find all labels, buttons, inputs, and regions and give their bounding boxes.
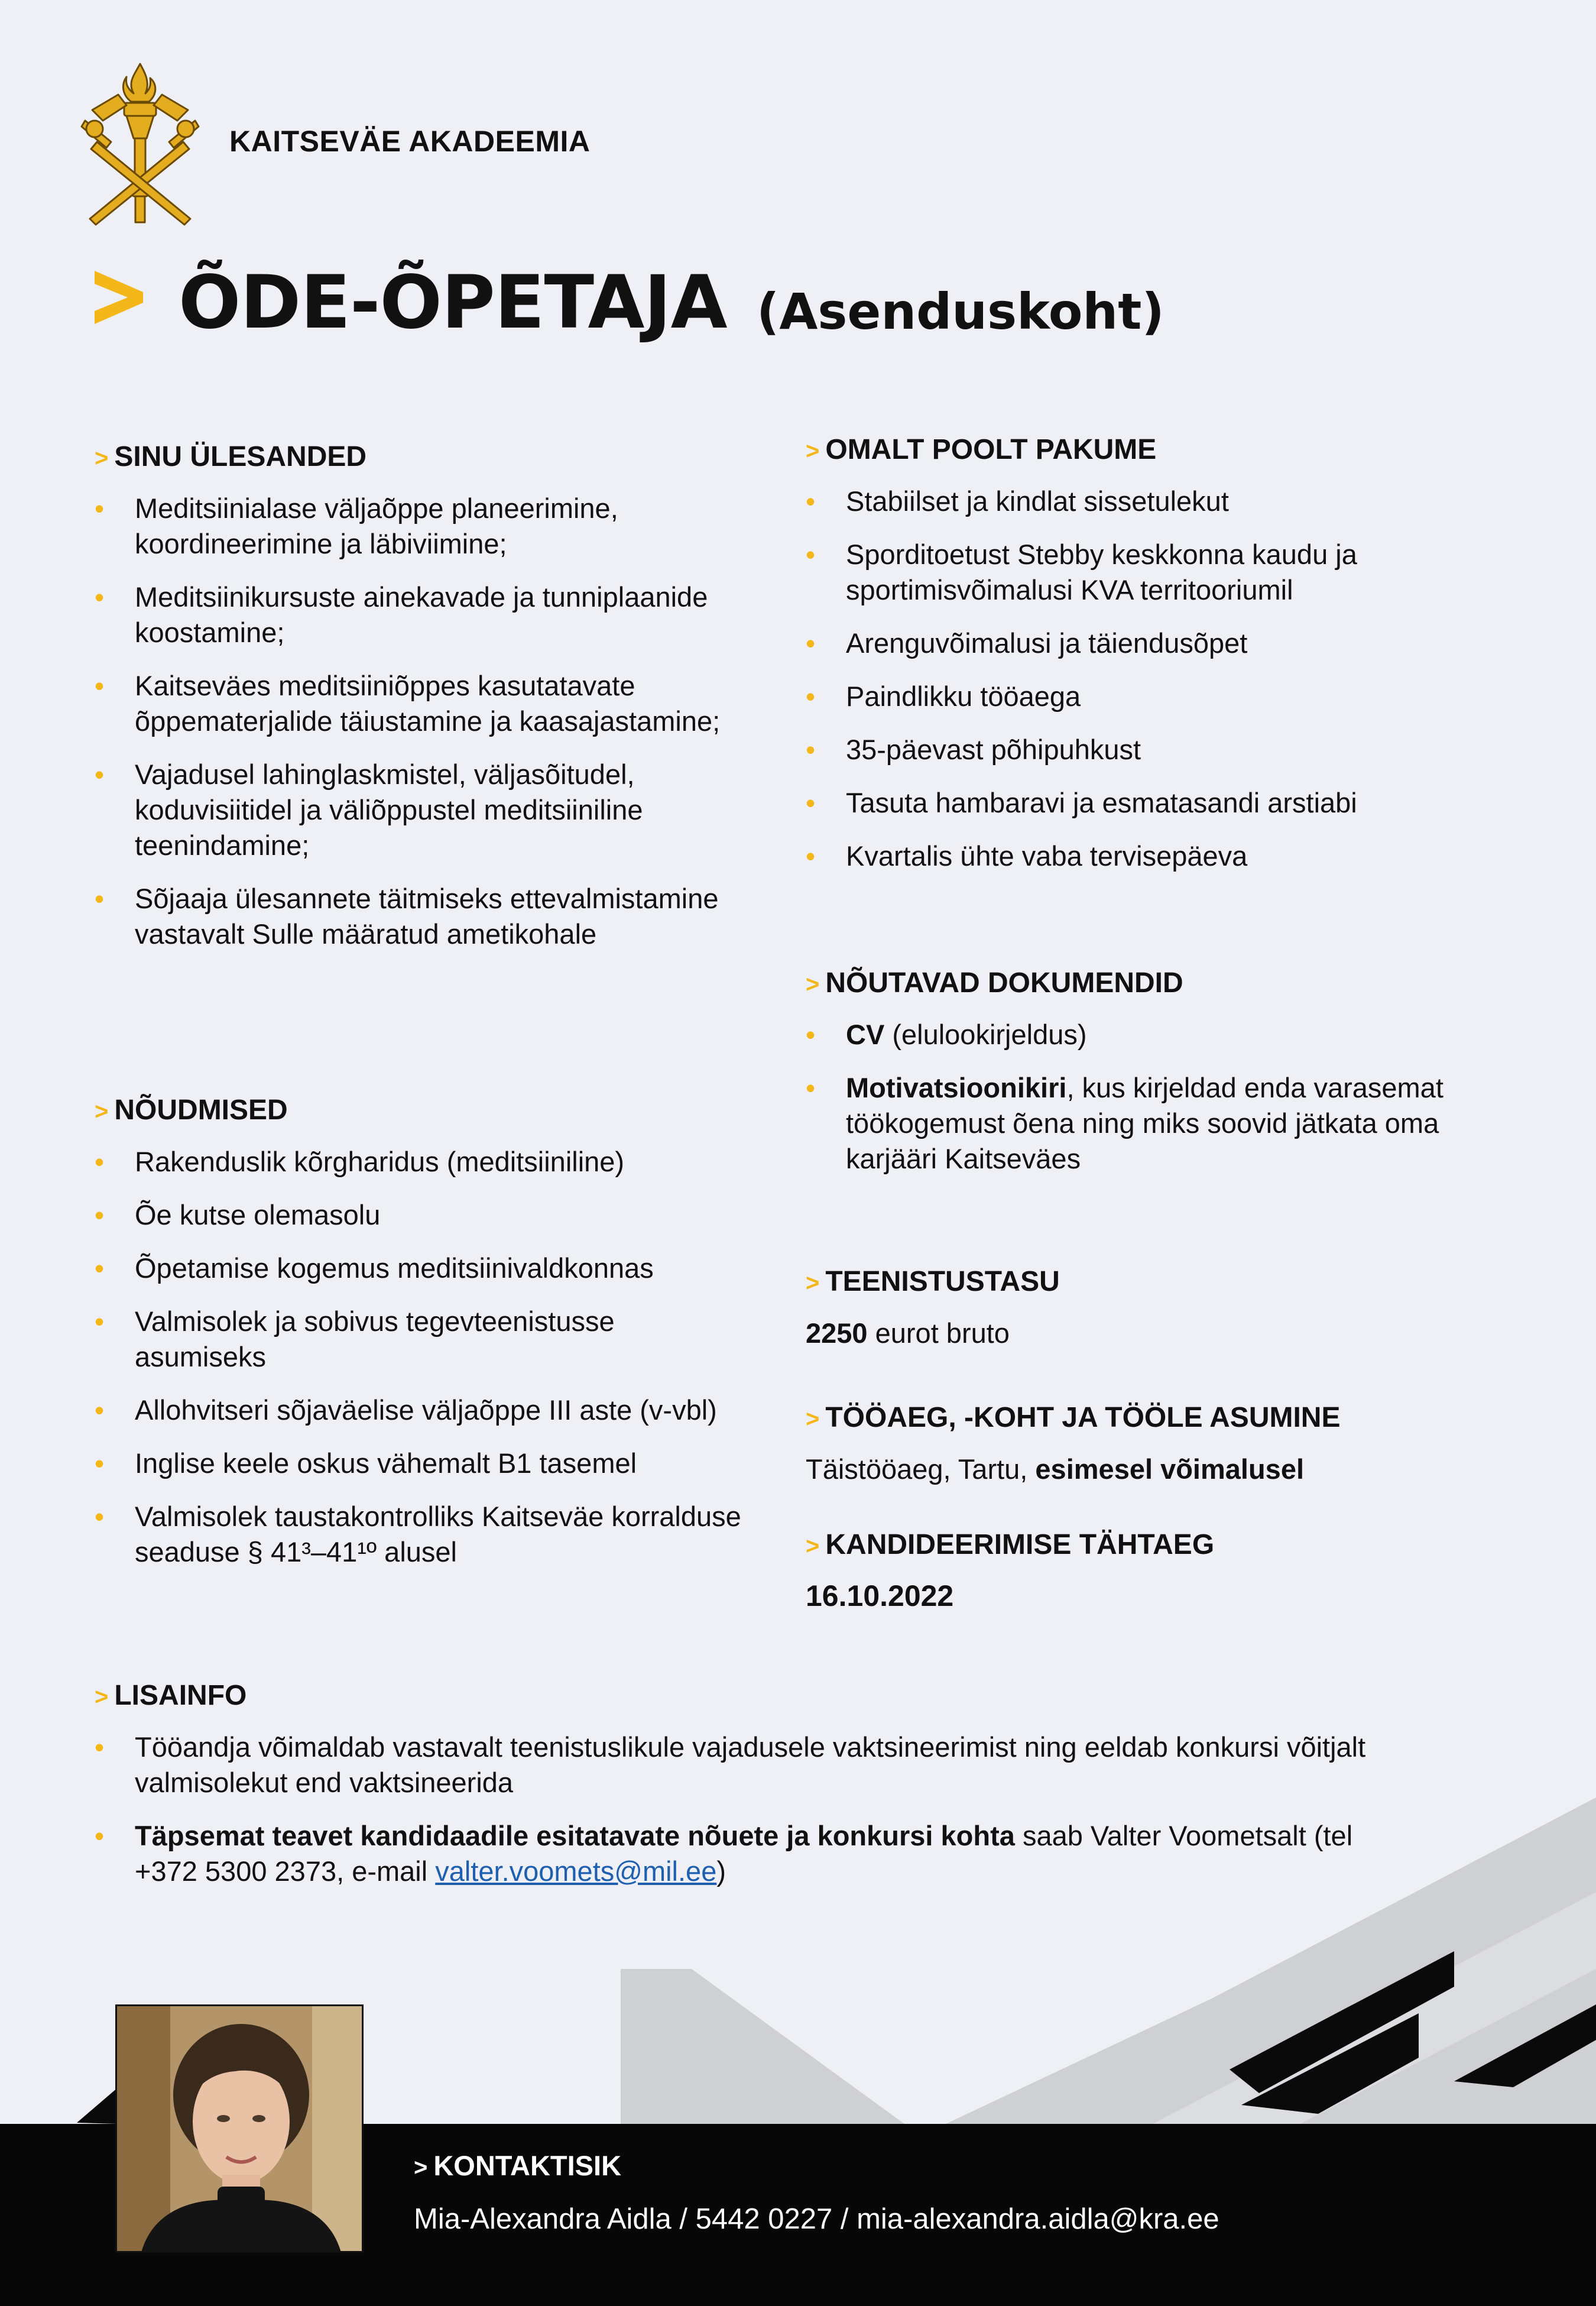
list-item: • Allohvitseri sõjaväelise väljaõppe III aste (v-vbl): [95, 1392, 745, 1428]
deadline-section: [806, 1528, 1480, 1613]
section-heading: > NÕUDMISED: [95, 1094, 288, 1126]
list-item: • Täpsemat teavet kandidaadile esitatavate nõuete ja konkursi kohta saab Valter Voometsalt (tel +372 5300 2373, e-mail valter.voomets@mil.ee): [95, 1818, 1419, 1889]
list-item: • Inglise keele oskus vähemalt B1 tasemel: [95, 1446, 745, 1481]
organization-name: KAITSEVÄE AKADEEMIA: [229, 125, 591, 158]
chevron-icon: >: [806, 438, 820, 464]
chevron-icon: >: [806, 1406, 820, 1432]
list-item: • Õe kutse olemasolu: [95, 1197, 745, 1233]
tasks-list: [95, 491, 745, 952]
list-item: • Sporditoetust Stebby keskkonna kaudu ja sportimisvõimalusi KVA territooriumil: [806, 537, 1480, 608]
list-item: • Motivatsioonikiri, kus kirjeldad enda varasemat töökogemust õena ning miks soovid jätkata oma karjääri Kaitseväes: [806, 1070, 1480, 1177]
offer-list: [806, 484, 1480, 874]
salary-value: 2250 eurot bruto: [806, 1317, 1010, 1349]
extra-info-list: [95, 1730, 1419, 1889]
extra-info-section: [95, 1679, 1419, 1907]
worktime-section: [806, 1401, 1539, 1487]
list-item: • Meditsiinikursuste ainekavade ja tunniplaanide koostamine;: [95, 579, 745, 650]
section-heading: > KANDIDEERIMISE TÄHTAEG: [806, 1529, 1215, 1560]
chevron-icon: >: [806, 1270, 820, 1296]
section-heading: > SINU ÜLESANDED: [95, 441, 367, 472]
chevron-icon: >: [414, 2155, 428, 2181]
section-heading: > NÕUTAVAD DOKUMENDID: [806, 967, 1183, 999]
job-title: ÕDE-ÕPETAJA: [179, 260, 727, 345]
list-item: • Valmisolek ja sobivus tegevteenistusse asumiseks: [95, 1304, 745, 1375]
documents-section: [806, 967, 1480, 1194]
academy-emblem-icon: [77, 59, 204, 228]
requirements-section: [95, 1094, 745, 1588]
worktime-value: Täistööaeg, Tartu, esimesel võimalusel: [806, 1453, 1305, 1485]
salary-section: [806, 1265, 1480, 1351]
email-link[interactable]: valter.voomets@mil.ee: [435, 1855, 717, 1887]
list-item: • Valmisolek taustakontrolliks Kaitseväe korralduse seaduse § 41³–41¹º alusel: [95, 1499, 745, 1570]
contact-heading: > KONTAKTISIK: [414, 2150, 622, 2181]
offer-section: [806, 433, 1480, 892]
tasks-section: [95, 441, 745, 970]
list-item: • Sõjaaja ülesannete täitmiseks ettevalmistamine vastavalt Sulle määratud ametikohale: [95, 881, 745, 952]
list-item: • Stabiilset ja kindlat sissetulekut: [806, 484, 1480, 519]
job-subtitle: (Asenduskoht): [757, 283, 1164, 341]
section-heading: > OMALT POOLT PAKUME: [806, 434, 1157, 465]
section-heading: > TEENISTUSTASU: [806, 1266, 1060, 1297]
documents-list: [806, 1017, 1480, 1177]
chevron-icon: >: [95, 1684, 109, 1710]
list-item: • Arenguvõimalusi ja täiendusõpet: [806, 626, 1480, 661]
list-item: • CV (elulookirjeldus): [806, 1017, 1480, 1052]
list-item: • Paindlikku tööaega: [806, 679, 1480, 714]
list-item: • Tasuta hambaravi ja esmatasandi arstiabi: [806, 785, 1480, 821]
chevron-icon: >: [806, 971, 820, 997]
chevron-icon: >: [806, 1533, 820, 1559]
contact-person-photo: [115, 2004, 364, 2253]
list-item: • Kvartalis ühte vaba tervisepäeva: [806, 838, 1480, 874]
portrait-image: [117, 2006, 364, 2253]
list-item: • Vajadusel lahinglaskmistel, väljasõitudel, koduvisiitidel ja väliõppustel meditsiiniline teenindamine;: [95, 757, 745, 863]
contact-info: Mia-Alexandra Aidla / 5442 0227 / mia-alexandra.aidla@kra.ee: [414, 2203, 1219, 2235]
list-item: • Kaitseväes meditsiiniõppes kasutatavate õppematerjalide täiustamine ja kaasajastamine;: [95, 668, 745, 739]
list-item: • Meditsiinialase väljaõppe planeerimine, koordineerimine ja läbiviimine;: [95, 491, 745, 562]
list-item: • 35-päevast põhipuhkust: [806, 732, 1480, 767]
chevron-right-icon: [95, 271, 143, 324]
deadline-date: 16.10.2022: [806, 1579, 954, 1612]
chevron-icon: >: [95, 445, 109, 471]
chevron-icon: >: [95, 1099, 109, 1125]
section-heading: > LISAINFO: [95, 1680, 247, 1711]
section-heading: > TÖÖAEG, -KOHT JA TÖÖLE ASUMINE: [806, 1402, 1341, 1433]
list-item: • Tööandja võimaldab vastavalt teenistuslikule vajadusele vaktsineerimist ning eeldab konkursi võitjalt valmisolekut end vaktsineerida: [95, 1730, 1419, 1800]
list-item: • Rakenduslik kõrgharidus (meditsiiniline): [95, 1144, 745, 1180]
requirements-list: [95, 1144, 745, 1570]
list-item: • Õpetamise kogemus meditsiinivaldkonnas: [95, 1251, 745, 1286]
